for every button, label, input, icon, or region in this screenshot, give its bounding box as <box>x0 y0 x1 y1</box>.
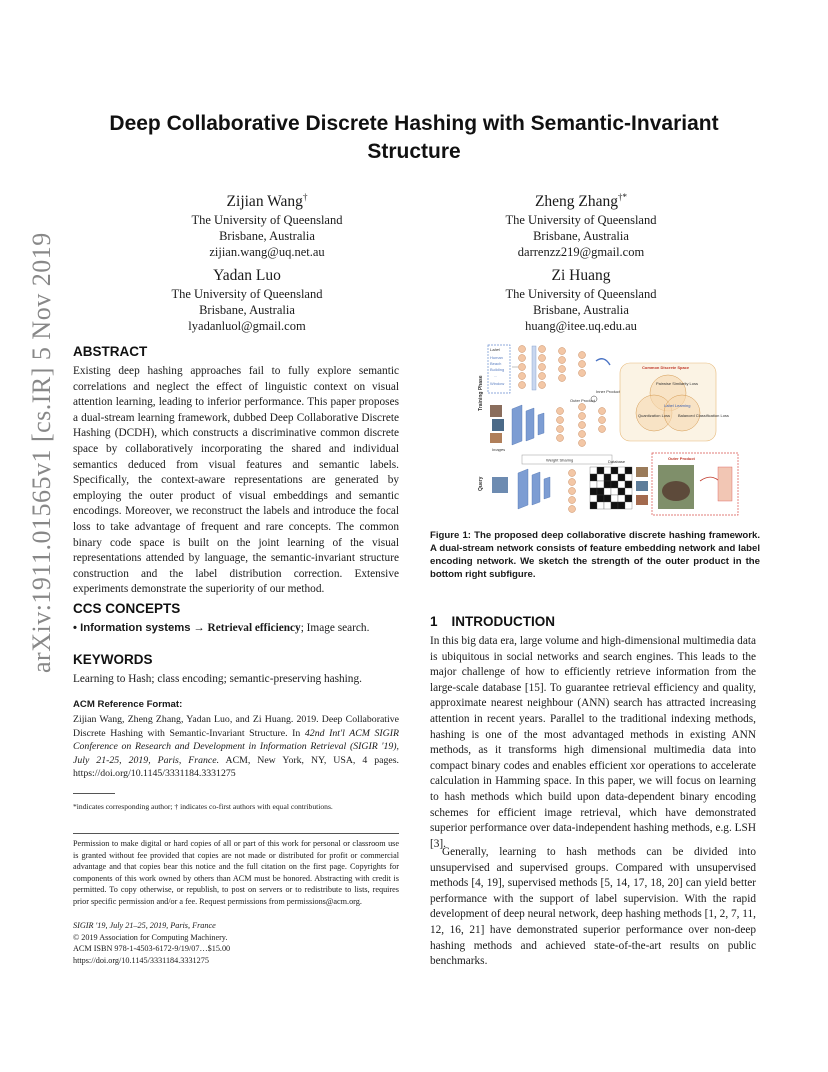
author-name: Zheng Zhang <box>534 193 619 211</box>
ccs-item: Retrieval efficiency <box>207 622 301 634</box>
ref-text-plain-end: ACM, New York, NY, USA, 4 pages. https://doi.org/10.1145/3331184.3331275 <box>73 754 399 779</box>
intro-heading-number: 1 <box>430 614 438 629</box>
author-location: Brisbane, Australia <box>219 229 315 244</box>
abstract-text: Existing deep hashing approaches fail to fully explore semantic correlations and neglect the effect of linguistic context on visual attention learning, leading to inferior performance. This paper proposes a dual-stream learning framework, dubbed Deep Collaborative Discrete Hashing (DCDH), which constructs a discriminative common discrete space by collaboratively incorporating the shared and individual semantics deduced from visual features and semantic labels. Specifically, the context-aware representations are generated by employing the outer product of visual embeddings and semantic encodings. Moreover, we reconstruct the labels and introduce the focal loss to take advantage of frequent and rare concepts. The common binary code space is built on the joint learning of the visual representations attended by language, the semantic-invariant structure construction and the label distribution correction. Extensive experiments demonstrate the superiority of our method. <box>73 365 399 596</box>
author-block <box>441 266 721 334</box>
balanced-loss-label: Balanced Classification Loss <box>678 413 729 418</box>
images-label: Images <box>492 447 506 452</box>
figure-caption-text: The proposed deep collaborative discrete hashing framework. A dual-stream network consists of feature embedding network and label encoding network. We sketch the strength of the outer product in the bottom right subfigure. <box>430 530 760 580</box>
author-block <box>107 266 387 334</box>
intro-heading <box>430 614 555 629</box>
label-word: Window <box>490 381 505 386</box>
label-word: Beach <box>490 361 502 366</box>
figure-caption-label: Figure 1: <box>430 530 471 541</box>
outer-product-label: Outer Product <box>570 398 595 403</box>
intro-paragraph-1: In this big data era, large volume and high-dimensional multimedia data is ubiquitous in social networks and search engines. This leads to the major challenge of how to efficiently retrieve information from the large-scale database [15]. To guarantee retrieval efficiency and quality, approximate nearest neighbour (ANN) search has attracted increasing attention in recent years. Parallel to the traditional indexing methods, hashing is one of the most advantaged methods in existing ANN methods, as it transforms high dimensional multimedia data into compact binary codes and enables efficient xor operations to accelerate calculation in Hamming space. In this paper, we will focus on learning to hash methods which build upon data-dependent binary encoding schemes for efficient image retrieval, which have demonstrated superior performance over data-independent hashing methods, e.g. LSH [3]. <box>430 635 756 850</box>
author-location: Brisbane, Australia <box>533 303 629 317</box>
author-name: Zi Huang <box>551 267 611 284</box>
figure-caption <box>430 529 760 581</box>
author-name: Yadan Luo <box>213 267 281 284</box>
arxiv-identifier: arXiv:1911.01565v1 [cs.IR] 5 Nov 2019 <box>27 232 56 673</box>
abstract-heading: ABSTRACT <box>73 344 148 359</box>
ccs-concepts <box>73 622 369 634</box>
label-box-title: Label <box>490 347 500 352</box>
doi-line[interactable]: https://doi.org/10.1145/3331184.3331275 <box>73 955 209 965</box>
quantization-loss-label: Quantization Loss <box>638 413 671 418</box>
author-email[interactable]: zijian.wang@uq.net.au <box>209 245 325 260</box>
author-affiliation: The University of Queensland <box>171 287 323 301</box>
author-mark: †* <box>618 192 628 202</box>
outer-product-subfig-title: Outer Product <box>668 456 695 461</box>
common-space-title: Common Discrete Space <box>642 365 690 370</box>
venue-line: SIGIR '19, July 21–25, 2019, Paris, France <box>73 921 216 930</box>
intro-heading-text: INTRODUCTION <box>451 614 556 629</box>
author-email[interactable]: huang@itee.uq.edu.au <box>525 319 637 333</box>
author-affiliation: The University of Queensland <box>191 213 343 228</box>
author-location: Brisbane, Australia <box>533 229 629 244</box>
author-affiliation: The University of Queensland <box>505 213 657 228</box>
permission-notice: Permission to make digital or hard copies of all or part of this work for personal or classroom use is granted without fee provided that copies are not made or distributed for profit or commercial advantage and that copies bear this notice and the full citation on the first page. Copyrights for components of this work owned by others than ACM must be honored. Abstracting with credit is permitted. To copy otherwise, or republish, to post on servers or to redistribute to lists, requires prior specific permission and/or a fee. Request permissions from permissions@acm.org. <box>73 839 399 906</box>
footnote-rule <box>73 793 115 794</box>
author-affiliation: The University of Queensland <box>505 287 657 301</box>
author-email[interactable]: lyadanluol@gmail.com <box>188 319 306 333</box>
inner-product-label: Inner Product <box>596 389 621 394</box>
database-label: Database <box>608 459 626 464</box>
ccs-item: Image search <box>306 622 367 634</box>
label-learning-label: Label Learning <box>664 403 691 408</box>
ref-format-text <box>73 713 399 781</box>
label-word: ... <box>494 373 498 378</box>
author-name: Zijian Wang <box>226 193 303 211</box>
ccs-separator: ; <box>300 622 307 634</box>
label-word: Building <box>490 367 505 372</box>
author-block <box>127 187 407 260</box>
copyright-line: © 2019 Association for Computing Machinery. <box>73 932 228 942</box>
training-phase-label: Training Phase <box>478 375 484 411</box>
author-block <box>441 187 721 260</box>
paper-title: Deep Collaborative Discrete Hashing with Semantic-Invariant Structure <box>109 112 719 163</box>
ccs-heading: CCS CONCEPTS <box>73 601 181 616</box>
intro-paragraph-2: Generally, learning to hash methods can be divided into unsupervised and supervised groups. Compared with unsupervised methods [4, 19], supervised methods [5, 14, 17, 18, 20] can yield better performance with the support of label supervision. With the rapid development of deep neural network, deep hashing methods [1, 2, 7, 11, 12, 16, 21] have demonstrated superior performance over non-deep hashing methods and achieved state-of-the-art results on public benchmarks. <box>430 846 756 968</box>
ccs-arrow: → <box>190 622 208 634</box>
permission-rule <box>73 833 399 834</box>
query-label: Query <box>478 476 484 491</box>
ref-format-heading: ACM Reference Format: <box>73 699 183 710</box>
ccs-category: • Information systems <box>73 622 191 634</box>
pairwise-loss-label: Pairwise Similarity Loss <box>656 381 699 386</box>
isbn-line: ACM ISBN 978-1-4503-6172-9/19/07…$15.00 <box>73 944 231 953</box>
author-mark: † <box>302 192 308 202</box>
author-email[interactable]: darrenzz219@gmail.com <box>517 245 645 260</box>
ref-text-venue: 42nd Int'l ACM SIGIR Conference on Research and Development in Information Retrieval (SIGIR '19), July 21-25, 2019, Paris, France. <box>73 727 399 766</box>
author-location: Brisbane, Australia <box>199 303 295 317</box>
weight-sharing-label: Weight Sharing <box>546 457 574 463</box>
ref-text-plain: Zijian Wang, Zheng Zhang, Yadan Luo, and Zi Huang. 2019. Deep Collaborative Discrete Hashing with Semantic-Invariant Structure. In <box>73 714 399 739</box>
ccs-end: . <box>366 622 370 634</box>
figure-1 <box>478 341 760 519</box>
keywords-heading: KEYWORDS <box>73 652 153 667</box>
keywords-text: Learning to Hash; class encoding; semantic-preserving hashing. <box>73 673 362 685</box>
framework-diagram <box>478 341 760 519</box>
footnote: *indicates corresponding author; † indicates co-first authors with equal contributions. <box>73 802 333 811</box>
label-word: Human <box>490 355 503 360</box>
